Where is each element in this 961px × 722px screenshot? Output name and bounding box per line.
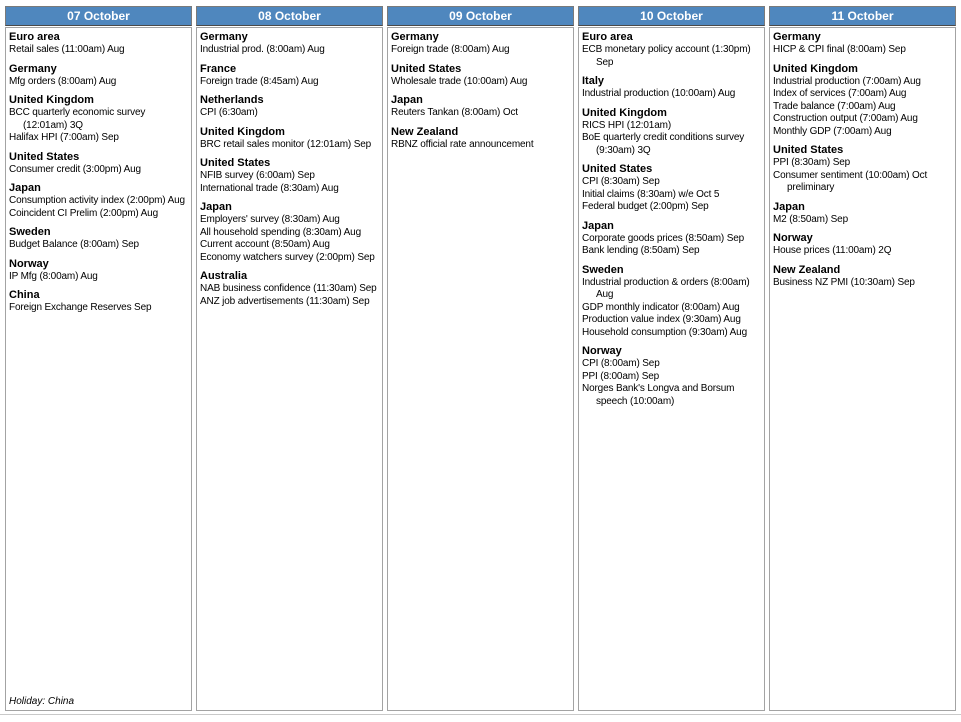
event-item: BoE quarterly credit conditions survey (9:30am) 3Q	[582, 132, 745, 156]
country-name: United Kingdom	[582, 106, 667, 119]
country-name: United Kingdom	[9, 94, 94, 106]
country-group	[582, 220, 762, 258]
event-item: Construction output (7:00am) Aug	[773, 113, 918, 124]
country-name: United Kingdom	[200, 125, 285, 138]
event-item: Consumer sentiment (10:00am) Oct preliminary	[773, 169, 928, 193]
day-header: 07 October	[5, 6, 192, 26]
country-group	[9, 289, 189, 315]
day-body	[387, 27, 574, 711]
day-column	[387, 6, 574, 711]
country-name: Japan	[9, 182, 41, 194]
country-name: Norway	[9, 257, 49, 270]
country-name: Germany	[9, 62, 57, 75]
country-name: Japan	[391, 94, 423, 106]
country-group	[773, 31, 953, 57]
holiday-note: Holiday: China	[9, 696, 75, 707]
event-item: RICS HPI (12:01am)	[582, 119, 671, 131]
event-item: Retail sales (11:00am) Aug	[9, 44, 125, 55]
country-name: United Kingdom	[773, 62, 858, 75]
day-column	[196, 6, 383, 711]
day-header: 10 October	[578, 6, 765, 26]
event-item: Reuters Tankan (8:00am) Oct	[391, 107, 518, 118]
country-group	[200, 63, 380, 89]
event-item: Production value index (9:30am) Aug	[582, 314, 741, 325]
event-item: NFIB survey (6:00am) Sep	[200, 170, 315, 181]
bottom-rule	[0, 714, 961, 715]
country-group	[391, 31, 571, 57]
event-item: Industrial production (7:00am) Aug	[773, 75, 921, 87]
country-name: France	[200, 62, 237, 75]
country-group	[200, 157, 380, 195]
country-name: Norway	[773, 232, 813, 244]
country-name: Germany	[391, 31, 439, 43]
event-item: Initial claims (8:30am) w/e Oct 5	[582, 188, 720, 200]
country-group	[773, 264, 953, 290]
country-name: China	[9, 289, 40, 301]
day-body	[5, 27, 192, 711]
event-item: Halifax HPI (7:00am) Sep	[9, 132, 119, 143]
event-item: Economy watchers survey (2:00pm) Sep	[200, 251, 375, 263]
event-item: Foreign Exchange Reserves Sep	[9, 302, 152, 313]
event-item: Trade balance (7:00am) Aug	[773, 100, 896, 112]
day-body	[196, 27, 383, 711]
country-group	[773, 201, 953, 227]
country-group	[200, 31, 380, 57]
country-group	[200, 270, 380, 308]
country-name: Netherlands	[200, 94, 264, 106]
event-item: Industrial production (10:00am) Aug	[582, 88, 736, 99]
country-group	[200, 201, 380, 264]
country-group	[9, 226, 189, 252]
country-name: Sweden	[582, 263, 624, 276]
country-group	[582, 75, 762, 101]
day-body	[769, 27, 956, 711]
country-name: Euro area	[9, 31, 60, 43]
country-group	[582, 163, 762, 214]
event-item: Household consumption (9:30am) Aug	[582, 326, 748, 338]
event-item: HICP & CPI final (8:00am) Sep	[773, 44, 906, 55]
event-item: Budget Balance (8:00am) Sep	[9, 239, 139, 250]
event-item: Norges Bank's Longva and Borsum speech (10:00am)	[582, 383, 735, 407]
event-item: All household spending (8:30am) Aug	[200, 226, 361, 238]
country-name: Germany	[200, 31, 248, 43]
event-item: Foreign trade (8:00am) Aug	[391, 44, 510, 55]
event-item: International trade (8:30am) Aug	[200, 182, 339, 194]
day-column	[5, 6, 192, 711]
country-name: Japan	[773, 200, 805, 213]
country-group	[582, 31, 762, 69]
day-header: 09 October	[387, 6, 574, 26]
country-name: Japan	[200, 201, 232, 213]
event-item: CPI (8:00am) Sep	[582, 358, 660, 369]
event-item: ANZ job advertisements (11:30am) Sep	[200, 295, 370, 307]
country-group	[391, 126, 571, 152]
country-group	[391, 63, 571, 89]
event-item: Foreign trade (8:45am) Aug	[200, 75, 319, 87]
country-name: Australia	[200, 270, 248, 282]
country-name: United States	[391, 62, 462, 75]
event-item: Mfg orders (8:00am) Aug	[9, 75, 117, 87]
country-group	[9, 94, 189, 145]
country-group	[9, 151, 189, 177]
country-name: United States	[200, 157, 271, 169]
country-group	[200, 94, 380, 120]
event-item: Corporate goods prices (8:50am) Sep	[582, 232, 745, 244]
event-item: CPI (8:30am) Sep	[582, 176, 660, 187]
country-group	[391, 94, 571, 120]
event-item: Index of services (7:00am) Aug	[773, 88, 907, 99]
day-header: 11 October	[769, 6, 956, 26]
country-name: New Zealand	[391, 125, 459, 138]
event-item: ECB monetary policy account (1:30pm) Sep	[582, 44, 751, 68]
country-group	[200, 126, 380, 152]
event-item: Wholesale trade (10:00am) Aug	[391, 75, 528, 87]
event-item: PPI (8:30am) Sep	[773, 157, 851, 168]
day-header: 08 October	[196, 6, 383, 26]
event-item: House prices (11:00am) 2Q	[773, 245, 892, 256]
event-item: Federal budget (2:00pm) Sep	[582, 201, 709, 212]
country-group	[582, 107, 762, 158]
event-item: Industrial prod. (8:00am) Aug	[200, 44, 325, 55]
event-item: BRC retail sales monitor (12:01am) Sep	[200, 138, 372, 150]
country-name: Euro area	[582, 31, 633, 43]
country-group	[773, 232, 953, 258]
country-group	[773, 144, 953, 195]
event-item: Consumption activity index (2:00pm) Aug	[9, 195, 185, 206]
country-group	[582, 264, 762, 340]
country-name: United States	[9, 150, 80, 163]
country-name: New Zealand	[773, 263, 841, 276]
event-item: GDP monthly indicator (8:00am) Aug	[582, 301, 740, 313]
event-item: IP Mfg (8:00am) Aug	[9, 270, 98, 282]
event-item: PPI (8:00am) Sep	[582, 370, 660, 382]
event-item: Monthly GDP (7:00am) Aug	[773, 125, 892, 137]
country-name: United States	[582, 163, 653, 175]
event-item: Bank lending (8:50am) Sep	[582, 245, 700, 256]
country-name: Sweden	[9, 226, 51, 238]
day-column	[769, 6, 956, 711]
event-item: Employers' survey (8:30am) Aug	[200, 214, 340, 225]
event-item: RBNZ official rate announcement	[391, 138, 534, 150]
event-item: M2 (8:50am) Sep	[773, 213, 849, 225]
country-group	[582, 345, 762, 408]
day-body	[578, 27, 765, 711]
country-group	[773, 63, 953, 139]
country-name: Germany	[773, 31, 821, 43]
country-name: Japan	[582, 219, 614, 232]
country-name: Italy	[582, 75, 605, 87]
day-column	[578, 6, 765, 711]
event-item: Industrial production & orders (8:00am) Aug	[582, 276, 750, 300]
country-group	[9, 258, 189, 284]
event-item: Current account (8:50am) Aug	[200, 239, 330, 250]
event-item: Coincident CI Prelim (2:00pm) Aug	[9, 207, 159, 219]
event-item: BCC quarterly economic survey (12:01am) 3Q	[9, 107, 146, 131]
country-group	[9, 31, 189, 57]
country-group	[9, 182, 189, 220]
event-item: Business NZ PMI (10:30am) Sep	[773, 276, 915, 288]
event-item: CPI (6:30am)	[200, 107, 258, 118]
event-item: Consumer credit (3:00pm) Aug	[9, 163, 141, 175]
country-name: Norway	[582, 345, 622, 357]
event-item: NAB business confidence (11:30am) Sep	[200, 283, 377, 294]
country-name: United States	[773, 144, 844, 156]
country-group	[9, 63, 189, 89]
